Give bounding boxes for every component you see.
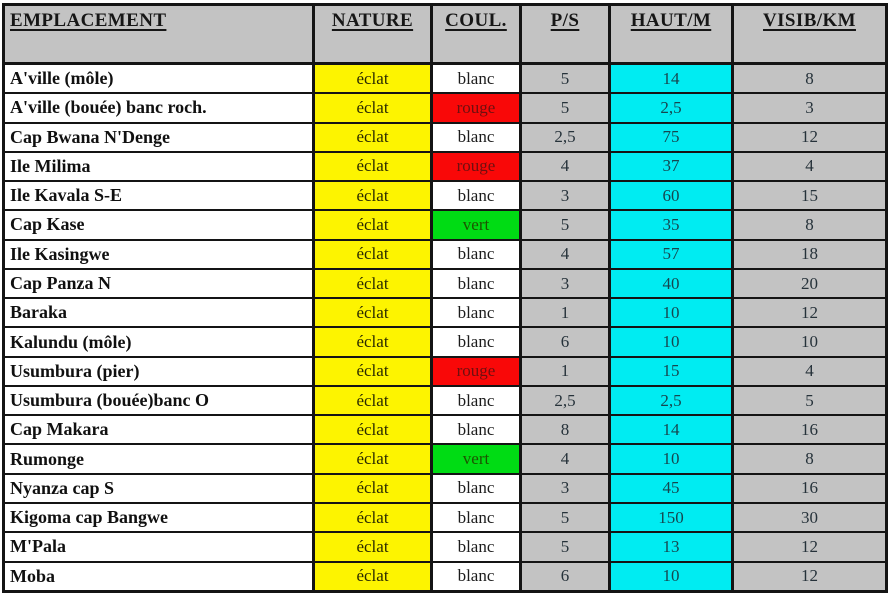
table-row <box>4 210 887 239</box>
cell-emplacement: Cap Panza N <box>4 269 314 298</box>
cell-nature: éclat <box>314 386 432 415</box>
cell-ps: 5 <box>521 532 610 561</box>
cell-coul: blanc <box>432 386 521 415</box>
cell-nature: éclat <box>314 210 432 239</box>
column-header-ps <box>521 5 610 64</box>
cell-ps: 5 <box>521 64 610 94</box>
cell-ps: 1 <box>521 357 610 386</box>
cell-nature: éclat <box>314 532 432 561</box>
table-row <box>4 444 887 473</box>
cell-ps: 4 <box>521 444 610 473</box>
cell-ps: 4 <box>521 240 610 269</box>
cell-visib: 20 <box>733 269 887 298</box>
column-header-label: EMPLACEMENT <box>10 10 167 31</box>
cell-nature: éclat <box>314 123 432 152</box>
cell-emplacement: Cap Bwana N'Denge <box>4 123 314 152</box>
table-row <box>4 562 887 592</box>
cell-haut: 14 <box>610 415 733 444</box>
cell-visib: 8 <box>733 444 887 473</box>
header-row <box>4 5 887 64</box>
table-row <box>4 357 887 386</box>
cell-haut: 10 <box>610 298 733 327</box>
cell-coul: blanc <box>432 474 521 503</box>
table-row <box>4 152 887 181</box>
cell-emplacement: A'ville (môle) <box>4 64 314 94</box>
cell-visib: 18 <box>733 240 887 269</box>
cell-ps: 6 <box>521 562 610 592</box>
cell-visib: 3 <box>733 93 887 122</box>
cell-haut: 75 <box>610 123 733 152</box>
table-row <box>4 415 887 444</box>
cell-visib: 16 <box>733 415 887 444</box>
cell-ps: 5 <box>521 210 610 239</box>
cell-emplacement: Cap Kase <box>4 210 314 239</box>
column-header-label: HAUT/M <box>630 10 712 31</box>
cell-haut: 57 <box>610 240 733 269</box>
cell-visib: 4 <box>733 152 887 181</box>
column-header-label: COUL. <box>445 10 507 31</box>
cell-emplacement: Nyanza cap S <box>4 474 314 503</box>
cell-haut: 40 <box>610 269 733 298</box>
cell-nature: éclat <box>314 415 432 444</box>
cell-nature: éclat <box>314 474 432 503</box>
column-header-coul <box>432 5 521 64</box>
cell-coul: blanc <box>432 181 521 210</box>
cell-nature: éclat <box>314 269 432 298</box>
cell-visib: 10 <box>733 327 887 356</box>
cell-ps: 5 <box>521 503 610 532</box>
column-header-visib <box>733 5 887 64</box>
cell-visib: 15 <box>733 181 887 210</box>
table-row <box>4 93 887 122</box>
cell-emplacement: Rumonge <box>4 444 314 473</box>
cell-coul: vert <box>432 444 521 473</box>
cell-emplacement: Ile Kavala S-E <box>4 181 314 210</box>
cell-haut: 2,5 <box>610 386 733 415</box>
cell-coul: blanc <box>432 503 521 532</box>
cell-emplacement: M'Pala <box>4 532 314 561</box>
cell-coul: blanc <box>432 64 521 94</box>
cell-ps: 6 <box>521 327 610 356</box>
cell-visib: 8 <box>733 64 887 94</box>
cell-nature: éclat <box>314 240 432 269</box>
column-header-label: P/S <box>550 10 580 31</box>
table-row <box>4 269 887 298</box>
cell-coul: blanc <box>432 415 521 444</box>
cell-ps: 5 <box>521 93 610 122</box>
cell-haut: 37 <box>610 152 733 181</box>
table-row <box>4 123 887 152</box>
column-header-label: NATURE <box>331 10 414 31</box>
cell-coul: rouge <box>432 93 521 122</box>
table-row <box>4 386 887 415</box>
lighthouse-table <box>2 3 888 593</box>
cell-coul: blanc <box>432 562 521 592</box>
cell-emplacement: Usumbura (pier) <box>4 357 314 386</box>
table-row <box>4 503 887 532</box>
cell-nature: éclat <box>314 327 432 356</box>
cell-nature: éclat <box>314 562 432 592</box>
column-header-nature <box>314 5 432 64</box>
cell-emplacement: Ile Kasingwe <box>4 240 314 269</box>
cell-emplacement: A'ville (bouée) banc roch. <box>4 93 314 122</box>
cell-visib: 16 <box>733 474 887 503</box>
cell-coul: vert <box>432 210 521 239</box>
cell-coul: blanc <box>432 327 521 356</box>
table-row <box>4 298 887 327</box>
cell-emplacement: Cap Makara <box>4 415 314 444</box>
cell-nature: éclat <box>314 298 432 327</box>
table-row <box>4 474 887 503</box>
cell-nature: éclat <box>314 444 432 473</box>
cell-haut: 10 <box>610 444 733 473</box>
cell-emplacement: Kalundu (môle) <box>4 327 314 356</box>
cell-haut: 10 <box>610 562 733 592</box>
cell-visib: 4 <box>733 357 887 386</box>
cell-ps: 4 <box>521 152 610 181</box>
cell-visib: 12 <box>733 532 887 561</box>
cell-coul: blanc <box>432 532 521 561</box>
cell-visib: 8 <box>733 210 887 239</box>
cell-haut: 15 <box>610 357 733 386</box>
cell-nature: éclat <box>314 64 432 94</box>
cell-visib: 30 <box>733 503 887 532</box>
cell-ps: 2,5 <box>521 123 610 152</box>
cell-nature: éclat <box>314 357 432 386</box>
cell-haut: 45 <box>610 474 733 503</box>
table-row <box>4 240 887 269</box>
cell-emplacement: Baraka <box>4 298 314 327</box>
cell-ps: 3 <box>521 181 610 210</box>
cell-coul: blanc <box>432 269 521 298</box>
cell-coul: rouge <box>432 152 521 181</box>
cell-emplacement: Usumbura (bouée)banc O <box>4 386 314 415</box>
cell-ps: 8 <box>521 415 610 444</box>
cell-ps: 3 <box>521 269 610 298</box>
cell-coul: blanc <box>432 123 521 152</box>
cell-nature: éclat <box>314 93 432 122</box>
cell-visib: 12 <box>733 562 887 592</box>
table-row <box>4 327 887 356</box>
cell-emplacement: Ile Milima <box>4 152 314 181</box>
cell-nature: éclat <box>314 181 432 210</box>
cell-ps: 1 <box>521 298 610 327</box>
table-body <box>4 64 887 592</box>
column-header-emplacement <box>4 5 314 64</box>
cell-coul: blanc <box>432 240 521 269</box>
column-header-haut <box>610 5 733 64</box>
cell-nature: éclat <box>314 503 432 532</box>
cell-haut: 60 <box>610 181 733 210</box>
column-header-label: VISIB/KM <box>763 10 856 31</box>
cell-ps: 3 <box>521 474 610 503</box>
table-row <box>4 64 887 94</box>
cell-coul: blanc <box>432 298 521 327</box>
cell-coul: rouge <box>432 357 521 386</box>
cell-haut: 13 <box>610 532 733 561</box>
cell-haut: 14 <box>610 64 733 94</box>
cell-emplacement: Moba <box>4 562 314 592</box>
cell-haut: 35 <box>610 210 733 239</box>
cell-visib: 12 <box>733 298 887 327</box>
table-row <box>4 181 887 210</box>
table-row <box>4 532 887 561</box>
cell-haut: 150 <box>610 503 733 532</box>
cell-haut: 10 <box>610 327 733 356</box>
cell-visib: 12 <box>733 123 887 152</box>
cell-haut: 2,5 <box>610 93 733 122</box>
cell-ps: 2,5 <box>521 386 610 415</box>
cell-nature: éclat <box>314 152 432 181</box>
cell-emplacement: Kigoma cap Bangwe <box>4 503 314 532</box>
cell-visib: 5 <box>733 386 887 415</box>
